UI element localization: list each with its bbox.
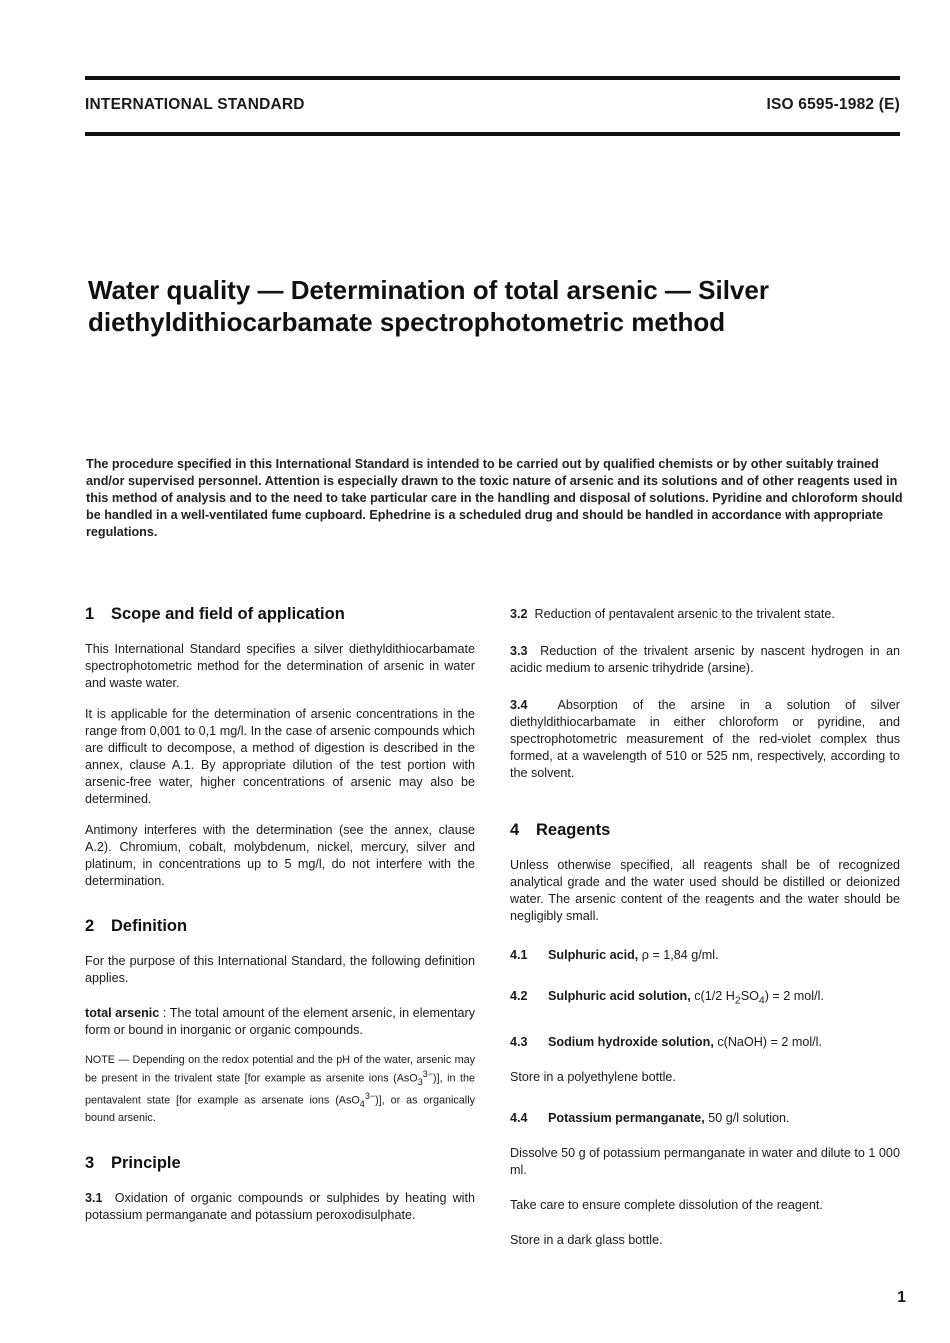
- header-bottom-rule: [85, 132, 900, 136]
- section-1-paragraph: It is applicable for the determination of arsenic concentrations in the range from 0,001 to 0,1 mg/l. In the case of arsenic compounds which are difficult to decompose, a method of digestion is described in the annex, clause A.1. By appropriate dilution of the test portion with arsenic-free water, higher concentrations of arsenic may also be determined.: [85, 707, 475, 806]
- definition-total-arsenic: total arsenic : The total amount of the element arsenic, in elementary form or bound in inorganic or organic compounds.: [85, 1006, 475, 1037]
- reagent-4-2: 4.2 Sulphuric acid solution, c(1/2 $H_2SO_4) = 2$ mol/l.: [510, 989, 824, 1007]
- page-number: 1: [897, 1289, 906, 1306]
- reagent-4-4-preparation: Dissolve 50 g of potassium permanganate in water and dilute to 1 000 ml.: [510, 1145, 900, 1177]
- reagent-4-4: 4.4 Potassium permanganate, 50 g/l solution.: [510, 1110, 790, 1125]
- section-4-heading: 4 Reagents: [510, 821, 611, 839]
- principle-item: 3.3 Reduction of the trivalent arsenic by nascent hydrogen in an acidic medium to arsenic trihydride (arsine).: [510, 644, 900, 675]
- section-3-heading: 3 Principle: [85, 1153, 181, 1172]
- section-2-paragraph: For the purpose of this International Standard, the following definition applies.: [85, 954, 475, 985]
- right-column: [510, 606, 900, 1263]
- reagent-4-4-storage: Store in a dark glass bottle.: [510, 1232, 663, 1247]
- definition-note: NOTE — Depending on the redox potential and the pH of the water, arsenic may be present in the trivalent state [for example as arsenite ions (AsO$_3^{3-}$)], in the pentavalent state [for example as arsenate ions (AsO$_4^{3-}$)], or as organically bound arsenic.: [85, 1054, 475, 1124]
- section-4-paragraph: Unless otherwise specified, all reagents shall be of recognized analytical grade and the water used should be distilled or deionized water. The arsenic content of the reagents and the water should be negligibly small.: [510, 858, 900, 923]
- reagent-4-3: 4.3 Sodium hydroxide solution, c(NaOH) = 2 mol/l.: [510, 1034, 822, 1049]
- header-standard-label: INTERNATIONAL STANDARD: [85, 96, 305, 113]
- section-1-paragraph: This International Standard specifies a silver diethyldithiocarbamate spectrophotometric method for the determination of arsenic in water and waste water.: [85, 642, 475, 690]
- principle-item: 3.1 Oxidation of organic compounds or sulphides by heating with potassium permanganate and potassium peroxodisulphate.: [85, 1190, 475, 1222]
- reagent-4-4-dissolution: Take care to ensure complete dissolution of the reagent.: [510, 1197, 823, 1212]
- safety-intro: The procedure specified in this International Standard is intended to be carried out by qualified chemists or by other suitably trained and/or supervised personnel. Attention is especially drawn to the toxic nature of arsenic and its solutions and of other reagents used in this method of analysis and to the need to take particular care in the handling and disposal of solutions. Pyridine and chloroform should be handled in a well-ventilated fume cupboard. Ephedrine is a scheduled drug and should be handled in accordance with appropriate regulations.: [86, 457, 903, 539]
- reagent-4-1: 4.1 Sulphuric acid, ρ = 1,84 g/ml.: [510, 948, 719, 962]
- section-2-heading: 2 Definition: [85, 917, 188, 935]
- header-document-number: ISO 6595-1982 (E): [766, 96, 900, 113]
- principle-item: 3.2 Reduction of pentavalent arsenic to the trivalent state.: [510, 607, 835, 621]
- left-column: [85, 606, 475, 1238]
- section-1-paragraph: Antimony interferes with the determination (see the annex, clause A.2). Chromium, cobalt, molybdenum, nickel, mercury, silver and platinum, in concentrations up to 5 mg/l, do not interfere with the determination.: [85, 823, 475, 888]
- section-1-heading: 1 Scope and field of application: [85, 605, 345, 623]
- reagent-4-3-storage: Store in a polyethylene bottle.: [510, 1069, 676, 1084]
- top-rule: [85, 76, 900, 80]
- document-title: Water quality — Determination of total arsenic — Silver diethyldithiocarbamate spectrophotometric method: [88, 275, 769, 337]
- principle-item: 3.4 Absorption of the arsine in a solution of silver diethyldithiocarbamate in either chloroform or pyridine, and spectrophotometric measurement of the red-violet complex thus formed, at a wavelength of 510 or 525 nm, respectively, according to the solvent.: [510, 698, 901, 780]
